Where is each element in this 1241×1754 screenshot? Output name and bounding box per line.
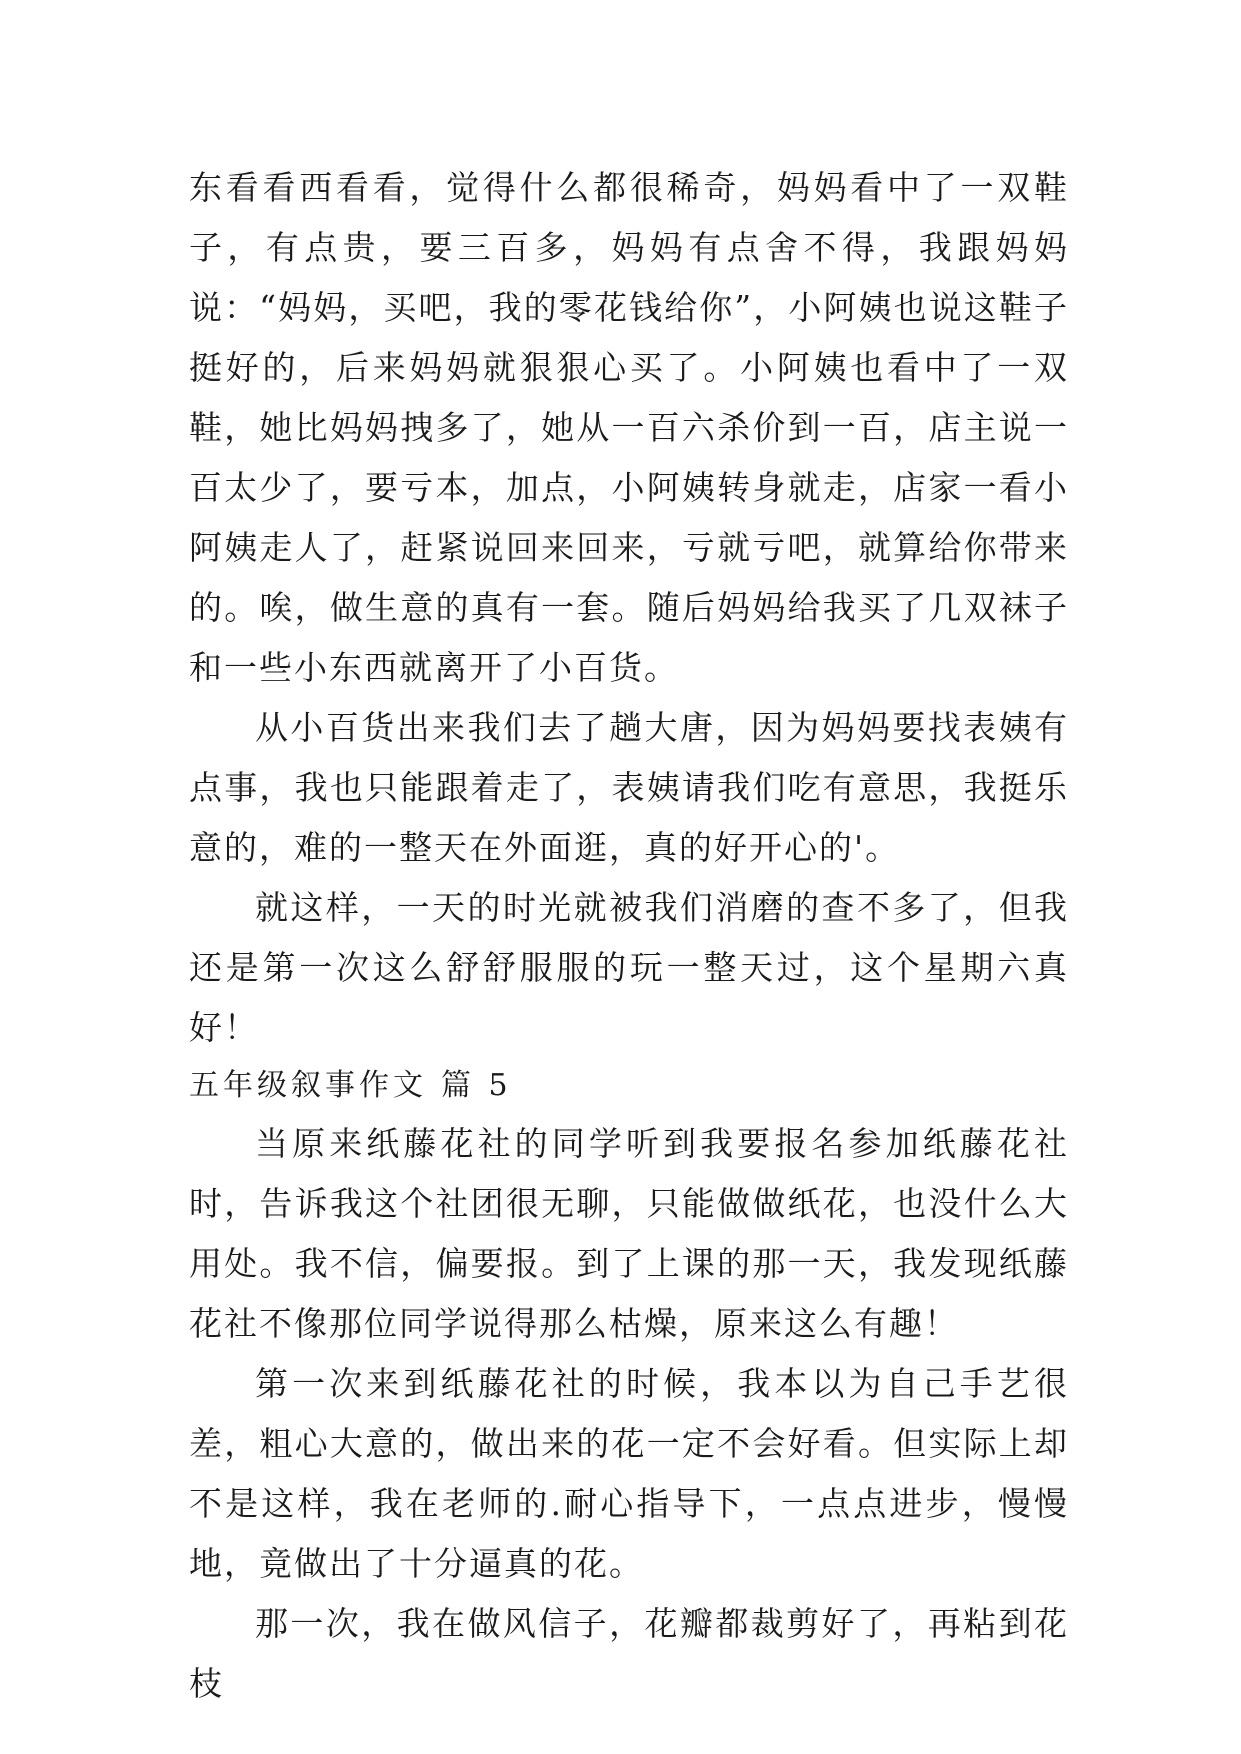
- section-heading: [189, 1058, 1069, 1114]
- paragraph: 第一次来到纸藤花社的时候，我本以为自己手艺很差，粗心大意的，做出来的花一定不会好看。但实际上却不是这样，我在老师的.耐心指导下，一点点进步，慢慢地，竟做出了十分逼真的花。: [189, 1364, 1069, 1583]
- paragraph: 当原来纸藤花社的同学听到我要报名参加纸藤花社时，告诉我这个社团很无聊，只能做做纸花，也没什么大用处。我不信，偏要报。到了上课的那一天，我发现纸藤花社不像那位同学说得那么枯燥，原来这么有趣！: [189, 1124, 1069, 1343]
- section-number: 篇 5: [441, 1068, 512, 1103]
- paragraph: 从小百货出来我们去了趟大唐，因为妈妈要找表姨有点事，我也只能跟着走了，表姨请我们吃有意思，我挺乐意的，难的一整天在外面逛，真的好开心的'。: [189, 708, 1069, 867]
- paragraph: 东看看西看看，觉得什么都很稀奇，妈妈看中了一双鞋子，有点贵，要三百多，妈妈有点舍不得，我跟妈妈说：“妈妈，买吧，我的零花钱给你”，小阿姨也说这鞋子挺好的，后来妈妈就狠狠心买了。小阿姨也看中了一双鞋，她比妈妈拽多了，她从一百六杀价到一百，店主说一百太少了，要亏本，加点，小阿姨转身就走，店家一看小阿姨走人了，赶紧说回来回来，亏就亏吧，就算给你带来的。唉，做生意的真有一套。随后妈妈给我买了几双袜子和一些小东西就离开了小百货。: [189, 168, 1069, 687]
- paragraph: 那一次，我在做风信子，花瓣都裁剪好了，再粘到花枝: [189, 1604, 1069, 1703]
- document-body: [189, 158, 1069, 1714]
- section-title: 五年级叙事作文: [189, 1068, 427, 1103]
- paragraph: 就这样，一天的时光就被我们消磨的查不多了，但我还是第一次这么舒舒服服的玩一整天过，这个星期六真好！: [189, 888, 1069, 1047]
